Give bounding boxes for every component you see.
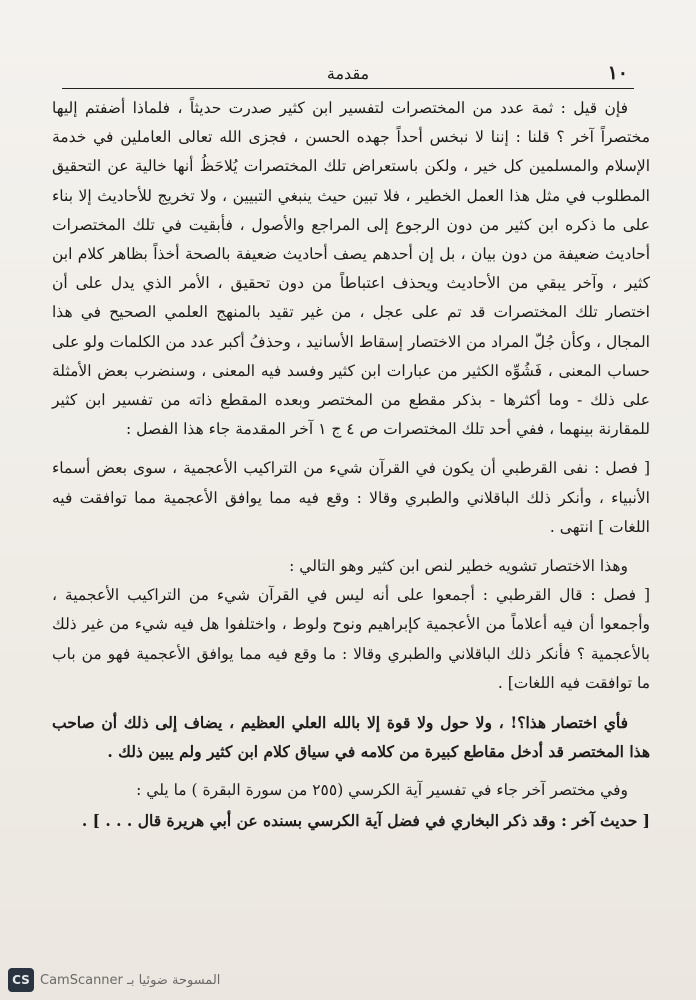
- paragraph-another-abridgement: وفي مختصر آخر جاء في تفسير آية الكرسي (٢٥٥ من سورة البقرة ) ما يلي :: [136, 781, 628, 800]
- camscanner-caption: CamScanner المسوحة ضوئيا بـ: [40, 973, 221, 988]
- running-title: مقدمة: [326, 64, 370, 83]
- quote-original: [ فصل : قال القرطبي : أجمعوا على أنه ليس في القرآن شيء من التراكيب الأعجمية ، وأجمعوا أن فيه أعلاماً من الأعجمية كإبراهيم ونوح ولوط ، واختلفوا هل فيه شيء من غير ذلك بالأعجمية ؟ فأنكر ذلك الباقلاني والطبري وقالا : ما وقع فيه مما يوافق الأعجمية فهو من باب ما توافقت فيه اللغات] .: [52, 586, 650, 692]
- camscanner-logo-icon: CS: [8, 968, 34, 992]
- paragraph-intro: فإن قيل : ثمة عدد من المختصرات لتفسير ابن كثير صدرت حديثاً ، فلماذا أضفتم إليها مختصراً آخر ؟ قلنا : إننا لا نبخس أحداً جهده الحسن ، فجزى الله تعالى العاملين في خدمة الإسلام والمسلمين كل خير ، ولكن باستعراض تلك المختصرات يُلاحَظُ أنها خالية عن التحقيق المطلوب في مثل هذا العمل الخطير ، فلا تبين حيث ينبغي التبيين ، ولا تخريج للأحاديث إلا بناء على ما ذكره ابن كثير من دون الرجوع إلى المراجع والأصول ، فأبقيت في تلك المختصرات أحاديث ضعيفة من دون بيان ، بل إن أحدهم يصف أحاديث ضعيفة بالصحة أخذاً بظاهر كلام ابن كثير ، وآخر يبقي من الأحاديث ويحذف اعتباطاً من دون تحقيق ، الأمر الذي يدل على أن اختصار تلك المختصرات قد تم على عجل ، من غير تقيد بالمنهج العلمي الصحيح في هذا المجال ، وكأن جُلّ المراد من الاختصار إسقاط الأسانيد ، وحذفُ أكبر عدد من الكلمات ولو على حساب المعنى ، فَشُوِّه الكثير من عبارات ابن كثير وفسد فيه المعنى ، وسنضرب بعض الأمثلة على ذلك - وما أكثرها - بذكر مقطع من المختصر وبعده المقطع ذاته من تفسير ابن كثير للمقارنة بينهما ، ففي أحد تلك المختصرات ص ٤ ج ١ آخر المقدمة جاء هذا الفصل :: [52, 99, 650, 439]
- page-body: [52, 94, 650, 835]
- page-header: [62, 60, 634, 86]
- scanner-watermark: [0, 964, 696, 1000]
- quote-hadith: [ حديث آخر : وقد ذكر البخاري في فضل آية الكرسي بسنده عن أبي هريرة قال . . . ] .: [81, 810, 650, 830]
- paragraph-exclamation: فأي اختصار هذا؟! ، ولا حول ولا قوة إلا بالله العلي العظيم ، يضاف إلى ذلك أن صاحب هذا المختصر قد أدخل مقاطع كبيرة من كلامه في سياق كلام ابن كثير ولم يبين ذلك .: [52, 713, 650, 762]
- paragraph-comment: وهذا الاختصار تشويه خطير لنص ابن كثير وهو التالي :: [289, 557, 628, 576]
- quote-abridged: [ فصل : نفى القرطبي أن يكون في القرآن شيء من التراكيب الأعجمية ، سوى بعض أسماء الأنبياء ، وأنكر ذلك الباقلاني والطبري وقالا : وقع فيه مما يوافق الأعجمية مما توافقت فيه اللغات ] انتهى .: [52, 459, 650, 536]
- header-rule: [62, 88, 634, 89]
- page-number: ١٠: [607, 62, 628, 84]
